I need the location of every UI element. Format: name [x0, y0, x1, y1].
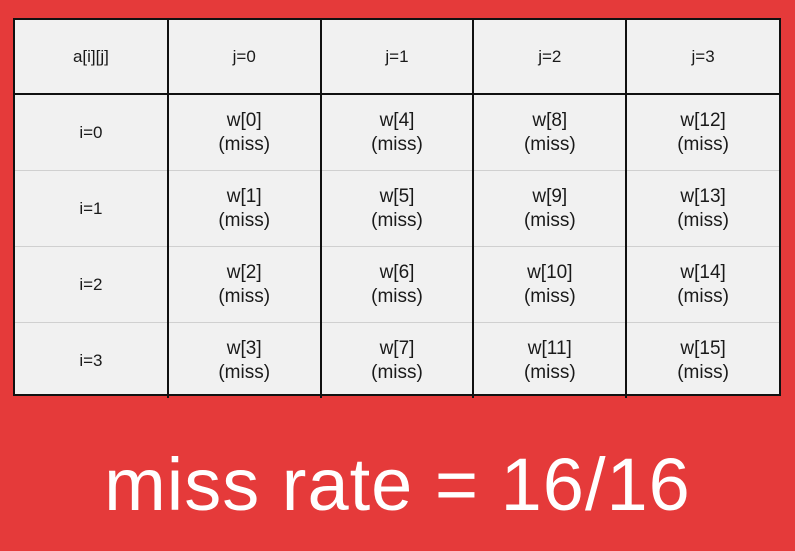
cell-word: w[4] [379, 109, 415, 131]
cell-status: (miss) [371, 361, 423, 383]
corner-label: a[i][j] [15, 20, 168, 94]
row-label-i1: i=1 [15, 171, 168, 247]
cell-word: w[11] [527, 337, 572, 359]
header-row [15, 20, 779, 94]
table-cell [321, 171, 474, 247]
table-cell [473, 247, 626, 323]
table-row [15, 323, 779, 399]
table-cell [168, 94, 321, 171]
cell-word: w[0] [226, 109, 262, 131]
column-header-j0: j=0 [168, 20, 321, 94]
miss-rate-caption: miss rate = 16/16 [104, 443, 691, 526]
cache-access-grid [15, 20, 779, 398]
cell-status: (miss) [218, 133, 271, 155]
table-cell [321, 94, 474, 171]
cell-word: w[1] [226, 185, 262, 207]
cell-status: (miss) [218, 209, 271, 231]
cell-word: w[2] [226, 261, 262, 283]
table-cell [626, 323, 779, 399]
table-cell [626, 94, 779, 171]
cell-word: w[5] [379, 185, 415, 207]
cell-word: w[8] [532, 109, 568, 131]
cell-status: (miss) [523, 133, 576, 155]
row-label-i3: i=3 [15, 323, 168, 399]
cell-word: w[13] [680, 185, 726, 207]
cell-status: (miss) [677, 209, 729, 231]
row-label-i0: i=0 [79, 122, 103, 142]
table-row [15, 247, 779, 323]
cell-status: (miss) [523, 209, 576, 231]
table-cell [626, 247, 779, 323]
cell-word: w[6] [379, 261, 415, 283]
cell-status: (miss) [371, 133, 423, 155]
cell-status: (miss) [677, 285, 729, 307]
column-header-j2: j=2 [473, 20, 626, 94]
table-row [15, 94, 779, 171]
cell-status: (miss) [371, 209, 423, 231]
cell-word: w[15] [680, 337, 726, 359]
table-row [15, 171, 779, 247]
cell-status: (miss) [523, 285, 576, 307]
table-cell [168, 323, 321, 399]
cell-word: w[3] [226, 337, 262, 359]
table-cell [321, 247, 474, 323]
table-cell [168, 171, 321, 247]
access-table [13, 18, 781, 396]
row-label-i2: i=2 [15, 247, 168, 323]
column-header-j3: j=3 [626, 20, 779, 94]
table-cell [626, 171, 779, 247]
table-cell [473, 323, 626, 399]
cell-word: w[12] [680, 109, 726, 131]
cell-word: w[10] [527, 261, 573, 283]
table-cell [321, 323, 474, 399]
table-cell [473, 94, 626, 171]
cell-word: w[7] [379, 337, 415, 359]
table-cell [168, 247, 321, 323]
cell-status: (miss) [677, 361, 729, 383]
cell-status: (miss) [218, 285, 271, 307]
table-cell [473, 171, 626, 247]
cell-status: (miss) [371, 285, 423, 307]
cell-word: w[9] [532, 185, 568, 207]
cell-status: (miss) [523, 361, 576, 383]
cell-status: (miss) [218, 361, 271, 383]
cell-status: (miss) [677, 133, 729, 155]
column-header-j1: j=1 [321, 20, 474, 94]
cell-word: w[14] [680, 261, 726, 283]
